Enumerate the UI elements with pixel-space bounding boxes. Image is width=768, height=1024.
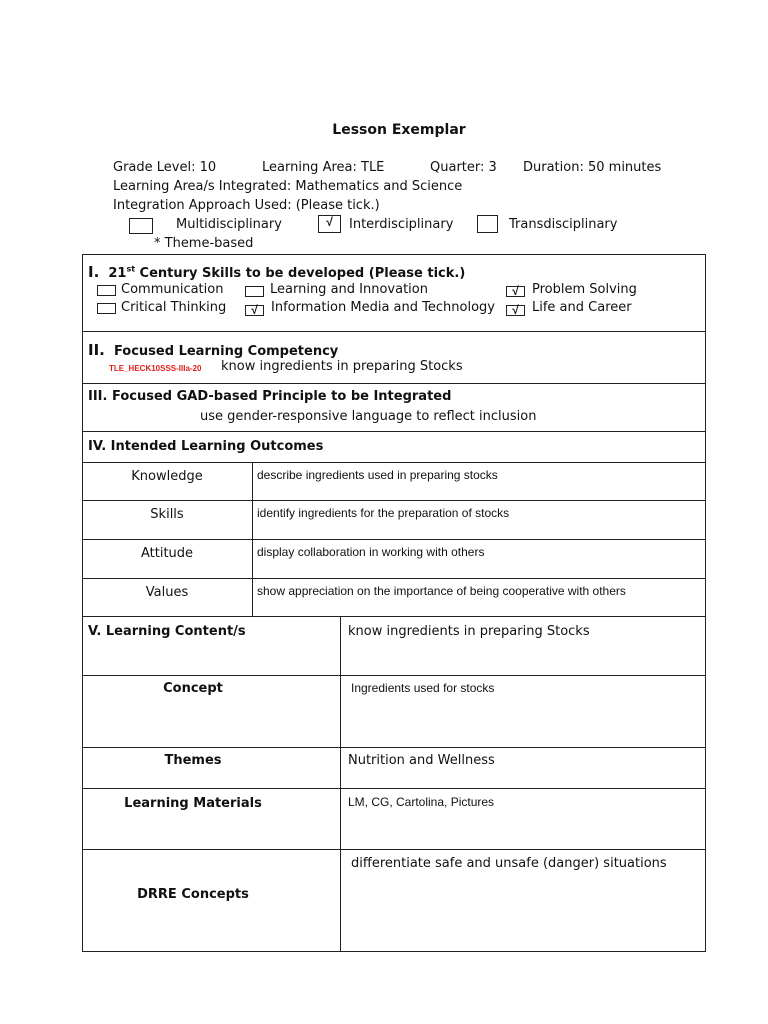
theme-based-note: * Theme-based [154,236,254,251]
section-4-heading: IV. Intended Learning Outcomes [88,439,324,454]
section-2-heading: II. Focused Learning Competency [88,341,339,359]
duration: Duration: 50 minutes [523,160,662,175]
outcome-label-skills: Skills [150,507,184,522]
check-mark-icon: √ [512,303,519,317]
learning-materials-label: Learning Materials [124,796,262,811]
info-media-tech-label: Information Media and Technology [271,300,495,315]
drre-concepts-label: DRRE Concepts [137,887,249,902]
learning-areas-integrated: Learning Area/s Integrated: Mathematics and Science [113,179,463,194]
check-mark-icon: √ [326,215,333,229]
competency-text: know ingredients in preparing Stocks [221,359,463,374]
section-5-heading: V. Learning Content/s [88,624,246,639]
interdisciplinary-checkbox[interactable] [318,215,341,233]
section-3-heading: III. Focused GAD-based Principle to be Integrated [88,389,452,404]
outcome-label-values: Values [145,585,189,600]
problem-solving-label: Problem Solving [532,282,637,297]
outcome-label-knowledge: Knowledge [131,469,203,484]
gad-principle-text: use gender-responsive language to reflect inclusion [200,409,537,424]
outcome-value-attitude: display collaboration in working with others [257,545,485,559]
learning-content-value: know ingredients in preparing Stocks [348,624,590,639]
life-career-label: Life and Career [532,300,632,315]
check-mark-icon: √ [251,303,258,317]
outcome-value-values: show appreciation on the importance of being cooperative with others [257,584,626,598]
interdisciplinary-label: Interdisciplinary [349,217,454,232]
page-title: Lesson Exemplar [332,122,466,138]
learning-innovation-checkbox[interactable] [245,286,264,297]
themes-value: Nutrition and Wellness [348,753,495,768]
quarter: Quarter: 3 [430,160,497,175]
grade-level: Grade Level: 10 [113,160,217,175]
critical-thinking-label: Critical Thinking [121,300,227,315]
multidisciplinary-checkbox[interactable] [129,218,153,234]
communication-checkbox[interactable] [97,285,116,296]
drre-concepts-value: differentiate safe and unsafe (danger) situations [351,856,667,871]
concept-label: Concept [163,681,223,696]
learning-materials-value: LM, CG, Cartolina, Pictures [348,795,495,809]
transdisciplinary-label: Transdisciplinary [509,217,618,232]
concept-value: Ingredients used for stocks [351,681,495,695]
check-mark-icon: √ [512,284,519,298]
learning-area: Learning Area: TLE [262,160,385,175]
section-1-heading: I. 21st Century Skills to be developed (Please tick.) [88,263,466,281]
outcome-label-attitude: Attitude [140,546,194,561]
communication-label: Communication [121,282,224,297]
transdisciplinary-checkbox[interactable] [477,215,498,233]
outcome-value-knowledge: describe ingredients used in preparing stocks [257,468,498,482]
problem-solving-checkbox[interactable] [506,286,525,297]
outcome-value-skills: identify ingredients for the preparation of stocks [257,506,510,520]
critical-thinking-checkbox[interactable] [97,303,116,314]
learning-innovation-label: Learning and Innovation [270,282,428,297]
multidisciplinary-label: Multidisciplinary [176,217,282,232]
themes-label: Themes [164,753,222,768]
info-media-tech-checkbox[interactable] [245,305,264,316]
integration-approach: Integration Approach Used: (Please tick.) [113,198,380,213]
competency-code: TLE_HECK10SSS-IIIa-20 [109,364,202,373]
life-career-checkbox[interactable] [506,305,525,316]
